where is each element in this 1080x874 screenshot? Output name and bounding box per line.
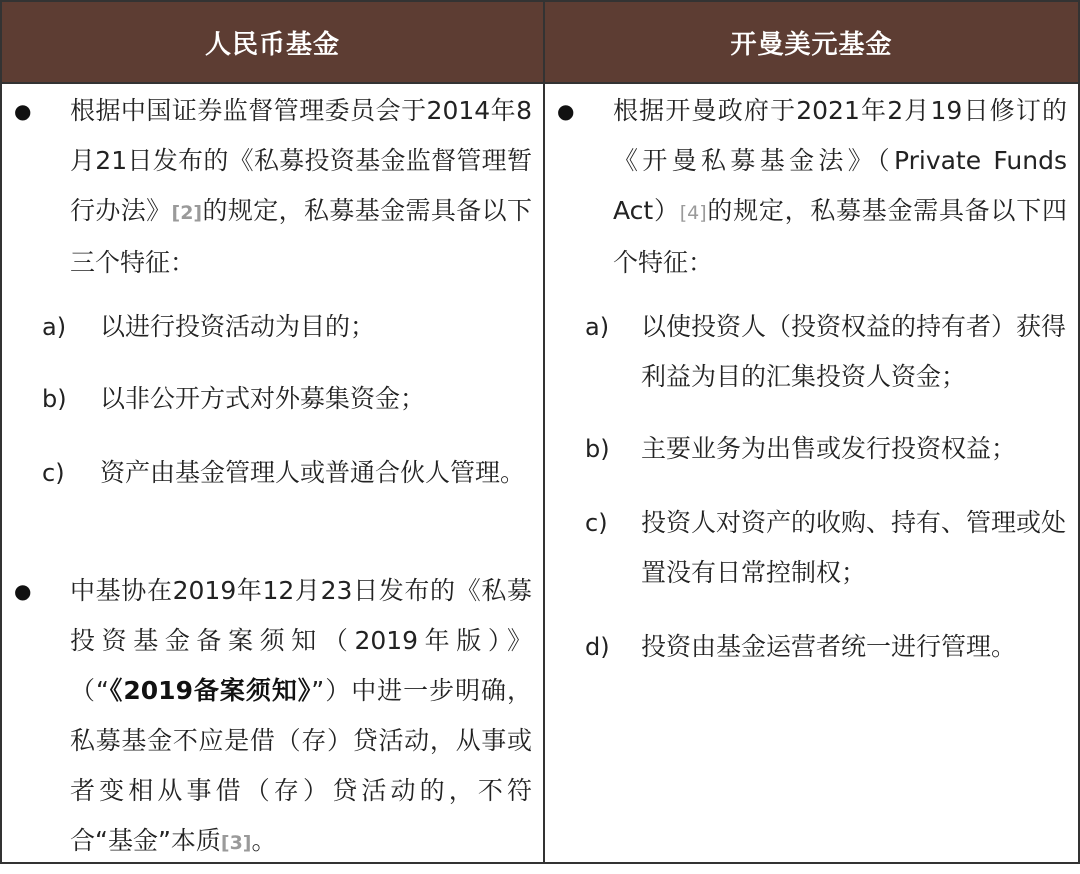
bullet-icon: ● (557, 99, 575, 123)
bullet-icon: ● (14, 99, 32, 123)
cayman-item-c-text: 投资人对资产的收购、持有、管理或处置没有日常控制权； (641, 508, 1067, 587)
rmb-item-a-letter: a) (42, 313, 67, 341)
rmb-item-b-letter: b) (42, 385, 67, 413)
rmb-bullet-1-text-before: 根据中国证券监督管理委员会于2014年8月21日发布的《私募投资基金监督管理暂行办法》 (70, 96, 532, 225)
cayman-item-c-letter: c) (585, 509, 608, 537)
rmb-fund-cell (2, 84, 543, 862)
cayman-item-a-letter: a) (585, 313, 610, 341)
cayman-bullet-1-text-before: 根据开曼政府于2021年2月19日修订的《开曼私募基金法》（Private Funds Act） (613, 96, 1067, 225)
rmb-bullet-2-text-middle: ”）中进一步明确，私募基金不应是借（存）贷活动，从事或者变相从事借（存）贷活动的，不符合“基金”本质 (70, 676, 533, 855)
rmb-bullet-1-text (70, 86, 532, 288)
rmb-bullet-2-text-before: 中基协在2019年12月23日发布的《私募投资基金备案须知（2019年版）》（“ (70, 576, 532, 705)
rmb-bullet-2-text (70, 566, 532, 868)
cayman-fund-cell (545, 84, 1078, 862)
rmb-item-c-text: 资产由基金管理人或普通合伙人管理。 (100, 458, 526, 487)
cayman-item-d-text: 投资由基金运营者统一进行管理。 (641, 632, 1017, 661)
cayman-bullet-1-text-after: 的规定，私募基金需具备以下四个特征： (613, 196, 1067, 277)
footnote-ref-2[interactable]: [2] (171, 202, 203, 224)
rmb-item-c-letter: c) (42, 459, 65, 487)
rmb-item-a-text: 以进行投资活动为目的； (100, 312, 376, 341)
cayman-item-d-letter: d) (585, 633, 610, 661)
bold-doc-title: 《2019备案须知》 (108, 676, 312, 705)
table-header-row (2, 2, 1078, 84)
cayman-bullet-1-text (613, 86, 1067, 288)
cayman-item-b-letter: b) (585, 435, 610, 463)
rmb-bullet-2-text-after: 。 (251, 826, 277, 855)
cayman-item-a-text: 以使投资人（投资权益的持有者）获得利益为目的汇集投资人资金； (641, 312, 1067, 391)
footnote-ref-3[interactable]: [3] (220, 832, 252, 854)
rmb-item-b-text: 以非公开方式对外募集资金； (100, 384, 426, 413)
rmb-bullet-1-text-after: 的规定，私募基金需具备以下三个特征： (70, 196, 532, 277)
header-rmb-fund: 人民币基金 (204, 29, 340, 60)
footnote-ref-4[interactable]: [4] (679, 202, 707, 224)
header-cayman-usd-fund: 开曼美元基金 (730, 29, 893, 60)
bullet-icon: ● (14, 579, 32, 603)
cayman-item-b-text: 主要业务为出售或发行投资权益； (641, 434, 1017, 463)
